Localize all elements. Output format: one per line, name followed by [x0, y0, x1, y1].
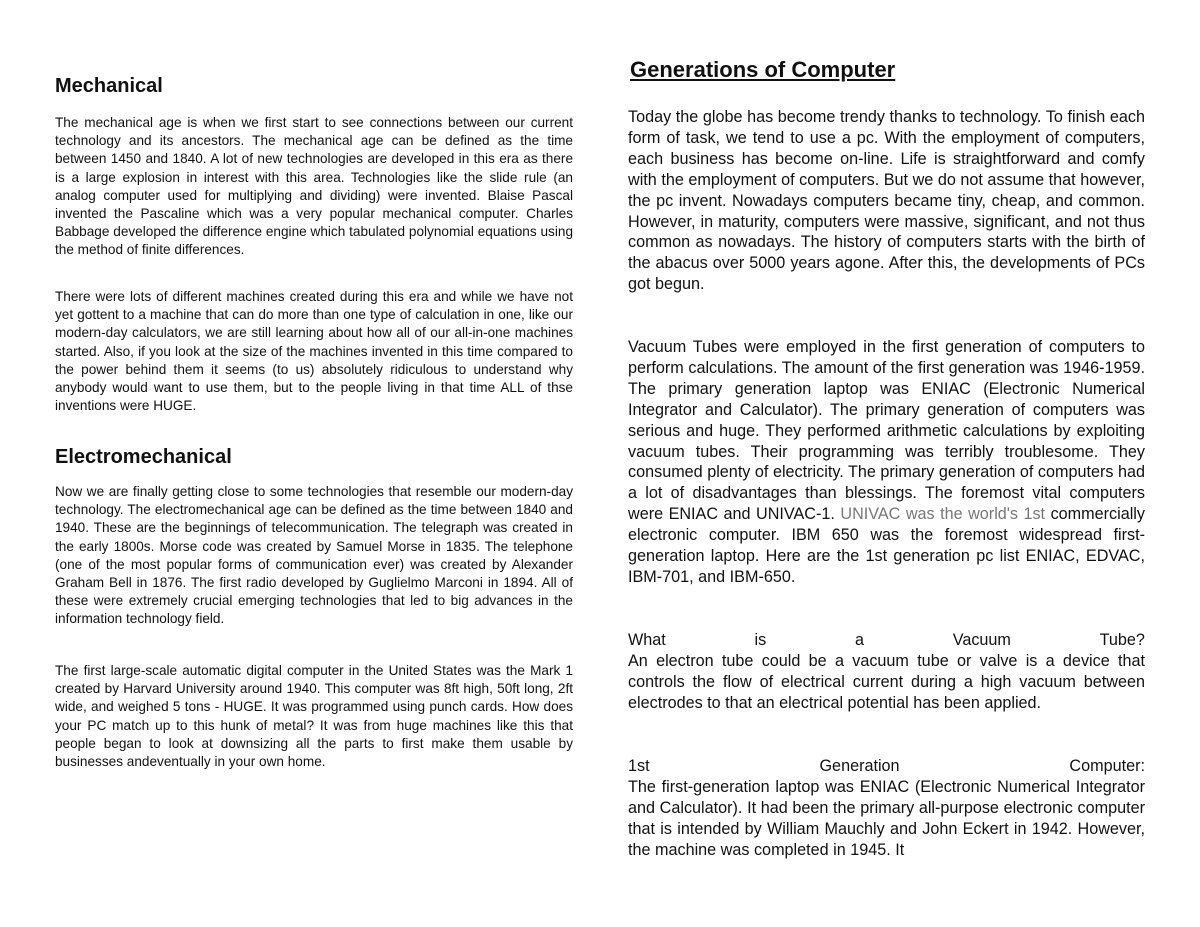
question-body: An electron tube could be a vacuum tube or valve is a device that controls the flow of electrical current during a high vacuum between electrodes to that an electrical potential has been applied.: [628, 651, 1145, 712]
question-word: is: [754, 631, 767, 649]
univac-faded-text: UNIVAC was the world's 1st: [840, 505, 1046, 524]
gen1-word: 1st: [628, 757, 650, 775]
question-word: Tube?: [1099, 631, 1145, 649]
first-generation-body: The first-generation laptop was ENIAC (Electronic Numerical Integrator and Calculator). It had been the primary all-purpose electronic computer that is intended by William Mauchly and John Eckert in 1942. However, the machine was completed in 1945. It: [628, 777, 1145, 859]
mechanical-paragraph-2: There were lots of different machines created during this era and while we have not yet gottent to a machine that can do more than one type of calculation in one, like our modern-day calculators, we are still learning about how all of our all-in-one machines started. Also, if you look at the size of the machines invented in this time compared to the power behind them it seems (to us) absolutely ridiculous to understand why anybody would want to use them, but to the people living in that time ALL of thse inventions were HUGE.: [55, 289, 573, 414]
question-word: Vacuum: [952, 631, 1011, 649]
electromechanical-paragraph-1: Now we are finally getting close to some technologies that resemble our modern-day technology. The electromechanical age can be defined as the time between 1840 and 1940. These are the beginnings of telecommunication. The telegraph was created in the early 1800s. Morse code was created by Samuel Morse in 1835. The telephone (one of the most popular forms of communication ever) was created by Alexander Graham Bell in 1876. The first radio developed by Guglielmo Marconi in 1894. All of these were extremely crucial emerging technologies that led to big advances in the information technology field.: [55, 484, 573, 627]
first-generation-heading-line: [628, 756, 1145, 777]
intro-paragraph: Today the globe has become trendy thanks to technology. To finish each form of task, we tend to use a pc. With the employment of computers, each business has become on-line. Life is straightforward and comfy with the employment of computers. But we do not assume that however, the pc invent. Nowadays computers became tiny, cheap, and common. However, in maturity, computers were massive, significant, and not thus common as nowadays. The history of computers starts with the birth of the abacus over 5000 years agone. After this, the developments of PCs got begun.: [628, 108, 1145, 294]
vacuum-tubes-tail: commercially electronic computer. IBM 650 was the foremost widespread first-generation laptop. Here are the 1st generation pc list ENIAC, EDVAC, IBM-701, and IBM-650.: [628, 505, 1146, 586]
vacuum-tubes-paragraph: [628, 337, 1145, 588]
vacuum-tubes-text: Vacuum Tubes were employed in the first generation of computers to perform calculations. The amount of the first generation was 1946-1959. The primary generation laptop was ENIAC (Electronic Numerical Integrator and Calculator). The primary generation of computers was serious and huge. They performed arithmetic calculations by exploiting vacuum tubes. Their programming was terribly troublesome. They consumed plenty of electricity. The primary generation of computers had a lot of disadvantages than blessings. The foremost vital computers were ENIAC and UNIVAC-1.: [628, 338, 1145, 524]
question-word: What: [628, 631, 666, 649]
electromechanical-paragraph-2: The first large-scale automatic digital computer in the United States was the Mark 1 created by Harvard University around 1940. This computer was 8ft high, 50ft long, 2ft wide, and weighed 5 tons - HUGE. It was programmed using punch cards. How does your PC match up to this hunk of metal? It was from huge machines like this that people began to look at downsizing all the parts to first make them usable by businesses andeventually in your own home.: [55, 663, 573, 770]
gen1-word: Generation: [819, 757, 900, 775]
mechanical-paragraph-1: The mechanical age is when we first start to see connections between our current technology and its ancestors. The mechanical age can be defined as the time between 1450 and 1840. A lot of new technologies are developed in this era as there is a large explosion in interest with this area. Technologies like the slide rule (an analog computer used for multiplying and dividing) were invented. Blaise Pascal invented the Pascaline which was a very popular mechanical computer. Charles Babbage developed the difference engine which tabulated polynomial equations using the method of finite differences.: [55, 115, 573, 258]
question-line: [628, 630, 1145, 651]
electromechanical-heading: Electromechanical: [55, 446, 232, 468]
question-word: a: [854, 631, 864, 649]
first-generation-section: [628, 756, 1145, 861]
vacuum-tube-question: [628, 630, 1145, 714]
page-title: Generations of Computer: [630, 57, 896, 82]
gen1-word: Computer:: [1069, 757, 1145, 775]
mechanical-heading: Mechanical: [55, 75, 163, 97]
